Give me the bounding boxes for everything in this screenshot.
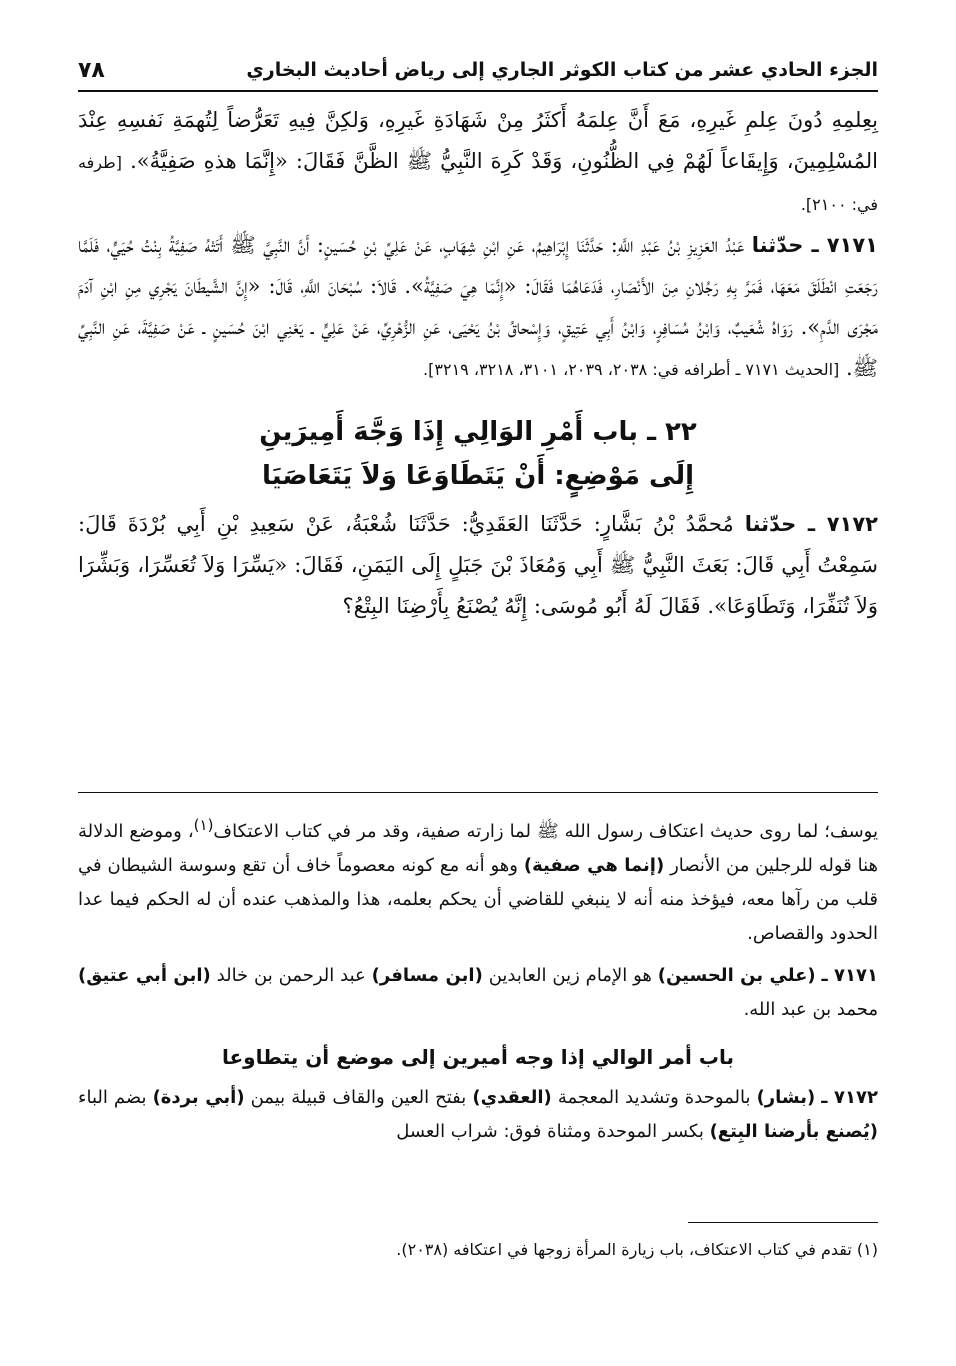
commentary-text: وهو أنه مع كونه معصوماً خاف أن تقع وسوسة الشيطان في قلب من رآها معه، فيؤخذ منه أنه لا ينبغي للقاضي أن يحكم بعلمه، هذا والمذهب عنده أن له الحكم فيما عدا الحدود والقصاص. (78, 855, 878, 944)
paragraph-continuation (78, 100, 878, 225)
commentary-number: ٧١٧٢ ـ (821, 1087, 878, 1108)
commentary (78, 808, 878, 1157)
hadith-7172 (78, 504, 878, 627)
hadith-text: مُحمَّدُ بْنُ بَشَّارٍ: حَدَّثَنَا العَقَدِيُّ: حَدَّثَنَا شُعْبَةُ، عَنْ سَعِيدِ بْنِ أَبِي بُرْدَةَ قَالَ: سَمِعْتُ أَبِي قَالَ: بَعَثَ النَّبِيُّ ﷺ أَبِي وَمُعَاذَ بْنَ جَبَلٍ إِلَى اليَمَنِ، فَقَالَ: «يَسِّرَا وَلاَ تُعَسِّرَا، وَبَشِّرَا وَلاَ تُنَفِّرَا، وَتَطَاوَعَا». فَقَالَ لَهُ أَبُو مُوسَى: إِنَّهُ يُصْنَعُ بِأَرْضِنَا البِتْعُ؟ (78, 512, 878, 618)
footnote-number: (١) (856, 1240, 878, 1259)
page-number: ٧٨ (78, 57, 105, 83)
footnote-marker: (١) (193, 816, 214, 834)
commentary-bold: (العقدي) (472, 1087, 552, 1108)
chapter-heading-line: ٢٢ ـ باب أَمْرِ الوَالِي إِذَا وَجَّهَ أَمِيرَينِ (259, 417, 697, 447)
commentary-number: ٧١٧١ ـ (821, 965, 878, 986)
footnote-text: تقدم في كتاب الاعتكاف، باب زيارة المرأة زوجها في اعتكافه (٢٠٣٨). (396, 1240, 852, 1259)
commentary-bold: (يُصنع بأرضنا البِتع) (709, 1121, 878, 1142)
commentary-bold: (ابن أبي عتيق) (78, 965, 211, 986)
book-page (78, 0, 878, 1366)
running-title: الجزء الحادي عشر من كتاب الكوثر الجاري إلى رياض أحاديث البخاري (246, 59, 878, 81)
footnote-divider (688, 1222, 878, 1223)
main-text (78, 100, 878, 627)
commentary-bold: (بشار) (756, 1087, 816, 1108)
cross-reference: [طرفه في: ٢١٠٠]. (78, 153, 878, 214)
commentary-text: بكسر الموحدة ومثناة فوق: شراب العسل (396, 1121, 704, 1142)
footnote (78, 1236, 878, 1264)
hadith-number: ٧١٧٢ ـ حدّثنا (744, 512, 878, 536)
hadith-references: [الحديث ٧١٧١ ـ أطرافه في: ٢٠٣٨، ٢٠٣٩، ٣١٠١، ٣٢١٨، ٣٢١٩]. (423, 360, 840, 379)
commentary-text: بفتح العين والقاف قبيلة بيمن (250, 1087, 467, 1108)
hadith-text: عَبْدُ العَزِيزِ بْنُ عَبْدِ اللَّهِ: حَدَّثَنَا إِبْرَاهِيمُ، عَنِ ابْنِ شِهَابٍ، عَنْ عَلِيِّ بْنِ حُسَينٍ: أَنَّ النَّبِيَّ ﷺ أَتَتْهُ صَفِيَّةُ بِنْتُ حُيَيٍّ، فَلَمَّا رَجَعَتِ انْطَلَقَ مَعَهَا، فَمَرَّ بِهِ رَجُلانِ مِنَ الأَنْصَارِ، فَدَعَاهُمَا فَقَالَ: «إِنَّمَا هِيَ صَفِيَّةُ». قَالاَ: سُبْحَانَ اللَّهِ، قَالَ: «إِنَّ الشَّيطَانَ يَجْرِي مِنِ ابْنِ آدَمَ مَجْرَى الدَّمِ». رَوَاهُ شُعَيبٌ، وَابْنُ مُسَافِرٍ، وَابْنُ أَبِي عَتِيقٍ، وَإِسْحاقُ بْنُ يَحْيَى، عَنِ الزُّهْرِيِّ، عَنْ عَلِيٍّ ـ يَعْنِي ابْنَ حُسَينٍ ـ عَنْ صَفِيَّةَ، عَنِ النَّبِيِّ ﷺ. (78, 233, 878, 380)
hadith-number: ٧١٧١ ـ حدّثنا (751, 233, 878, 257)
hadith-7171 (78, 225, 878, 390)
commentary-bold: (إنما هي صفية) (523, 855, 665, 876)
commentary-paragraph (78, 808, 878, 951)
running-header (78, 50, 878, 92)
chapter-heading-line: إِلَى مَوْضِعٍ: أَنْ يَتَطَاوَعَا وَلاَ يَتَعَاصَيَا (261, 461, 694, 491)
commentary-text: يوسف؛ لما روى حديث اعتكاف رسول الله ﷺ لما زارته صفية، وقد مر في كتاب الاعتكاف (213, 821, 878, 842)
commentary-text: ، وموضع الدلالة هنا قوله للرجلين من الأنصار (78, 821, 878, 876)
commentary-text: محمد بن عبد الله. (743, 999, 878, 1020)
commentary-heading: باب أمر الوالي إذا وجه أميرين إلى موضع أن يتطاوعا (222, 1045, 734, 1069)
commentary-text: عبد الرحمن بن خالد (216, 965, 366, 986)
commentary-text: بالموحدة وتشديد المعجمة (557, 1087, 751, 1108)
commentary-bold: (علي بن الحسين) (657, 965, 816, 986)
commentary-bold: (أبي بردة) (152, 1087, 245, 1108)
commentary-paragraph (78, 959, 878, 1027)
commentary-text: بضم الباء (78, 1087, 147, 1108)
commentary-bold: (ابن مسافر) (371, 965, 483, 986)
paragraph-text: بِعِلمِهِ دُونَ عِلمِ غَيرِهِ، مَعَ أَنَّ عِلمَهُ أَكثَرُ مِنْ شَهَادَةِ غَيرِهِ، وَلكِنَّ فِيهِ تَعَرُّضاً لِتُهمَةِ نَفسِهِ عِنْدَ المُسْلِمِينَ، وَإِيقَاعاً لَهُمْ فِي الظُّنُونِ، وَقَدْ كَرِهَ النَّبِيُّ ﷺ الظَّنَّ فَقَالَ: «إِنَّمَا هذهِ صَفِيَّةُ». (78, 108, 878, 173)
section-divider (78, 792, 878, 793)
commentary-text: هو الإمام زين العابدين (488, 965, 652, 986)
chapter-heading (78, 410, 878, 498)
commentary-paragraph (78, 1081, 878, 1149)
